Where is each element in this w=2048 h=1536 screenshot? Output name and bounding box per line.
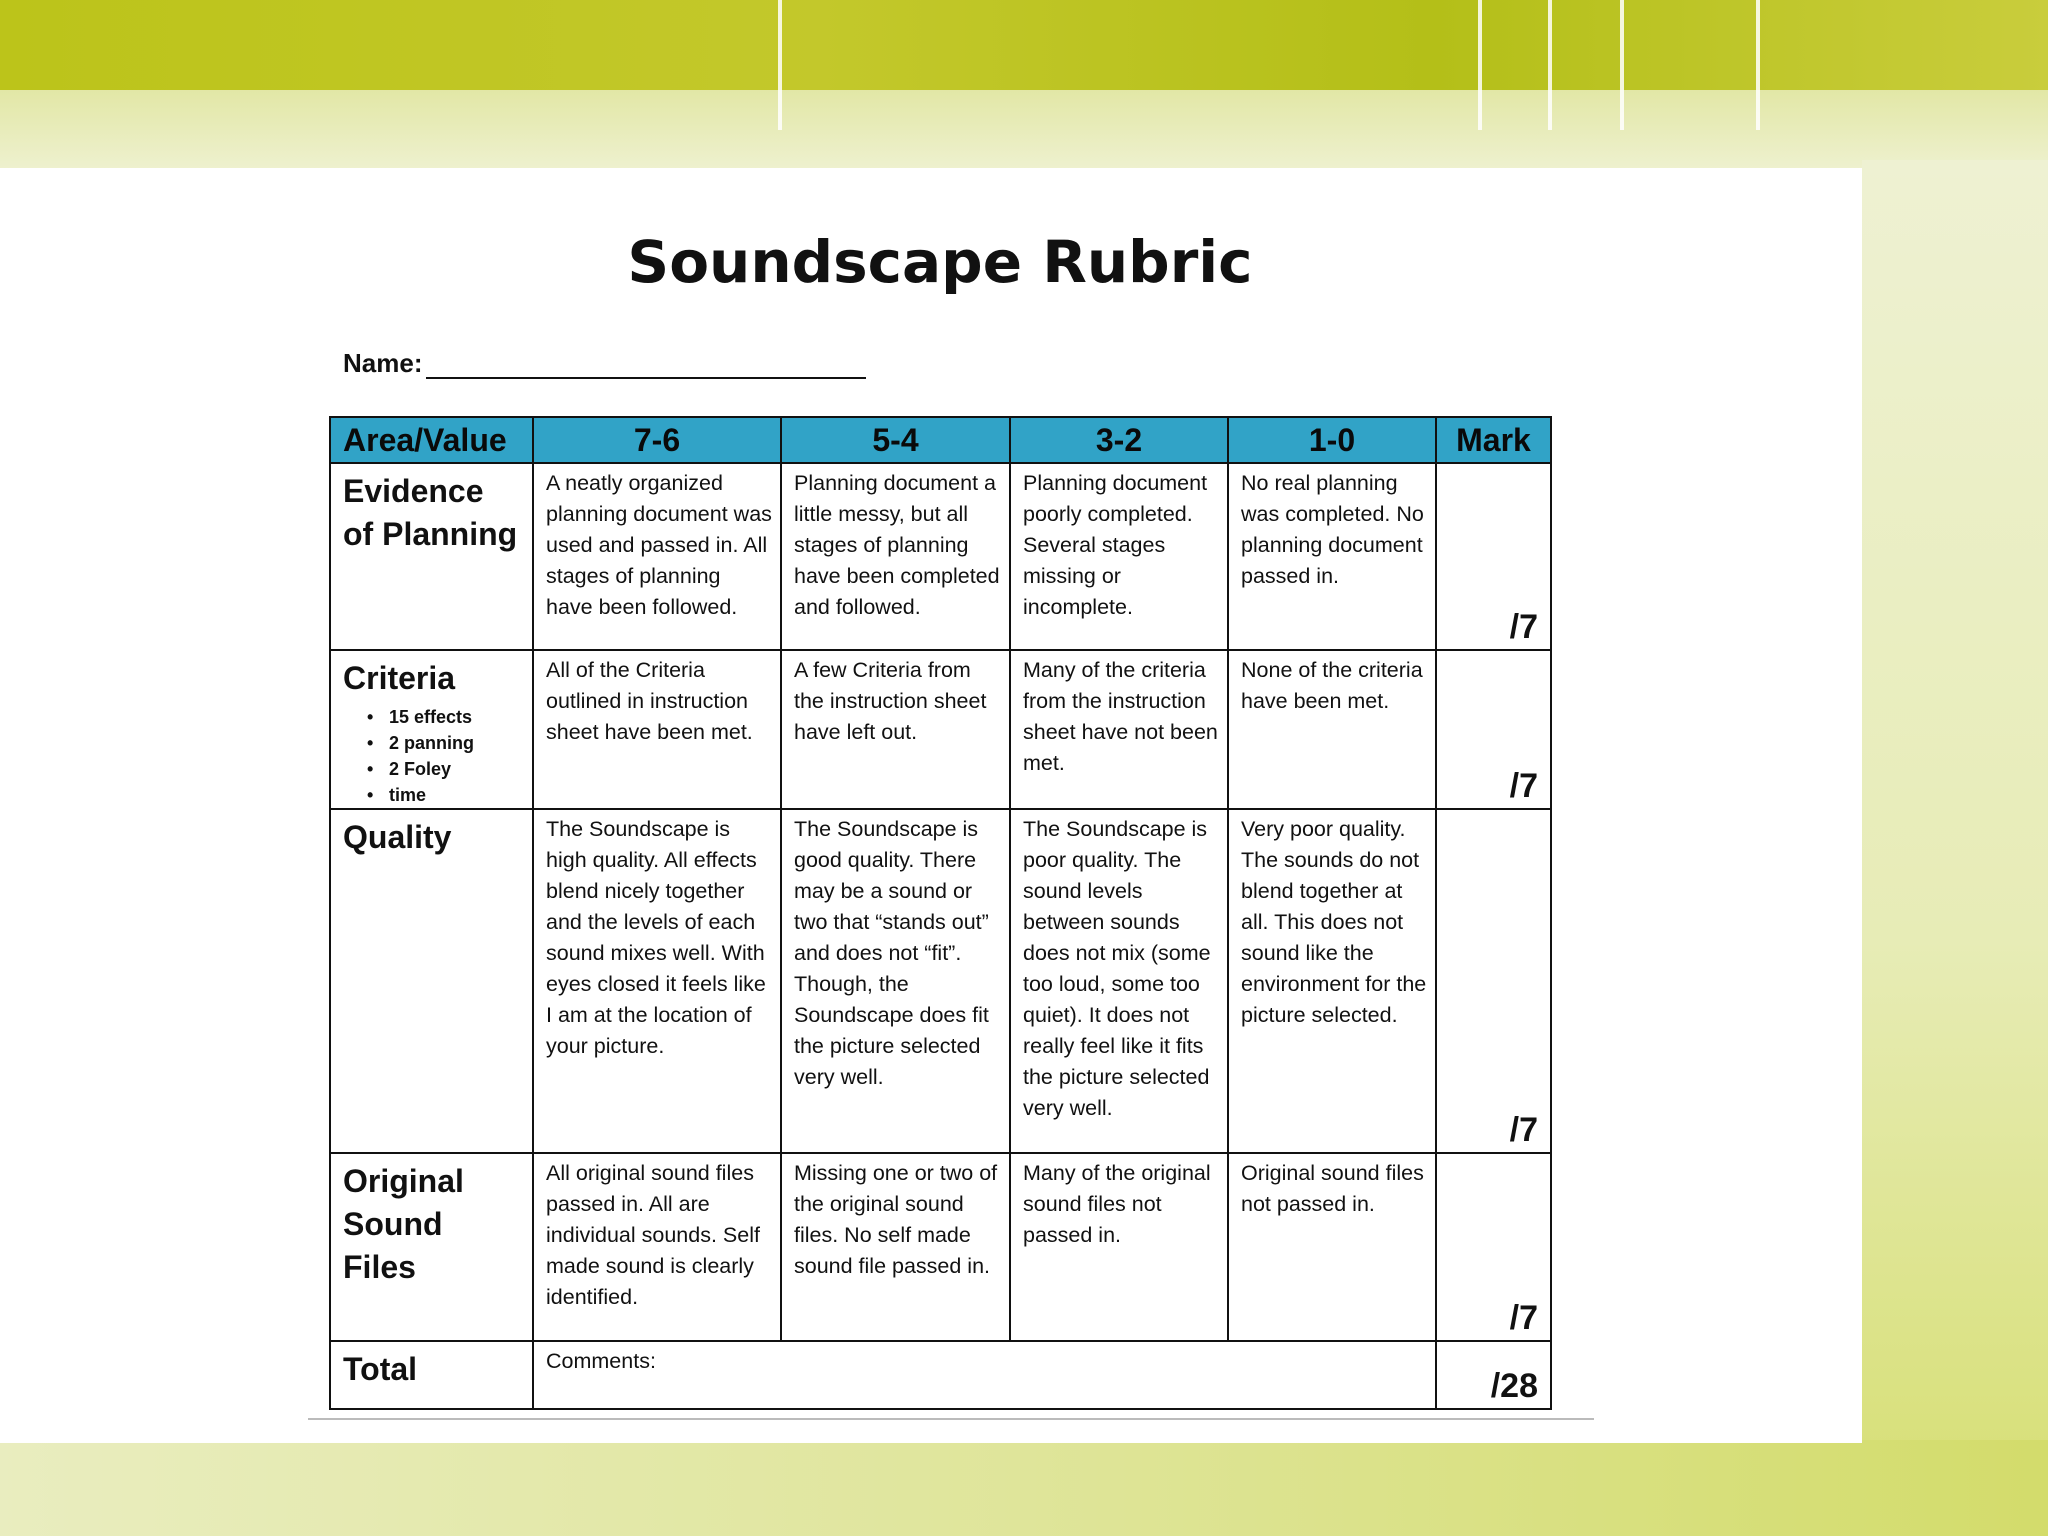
total-mark-value: /28 <box>1490 1367 1538 1405</box>
criteria-bullet: • 2 Foley <box>389 756 522 782</box>
table-row <box>330 809 1551 1153</box>
background-decor-line <box>778 0 782 130</box>
background-top-fade <box>0 90 2048 170</box>
rubric-cell: Very poor quality. The sounds do not blend together at all. This does not sound like the environment for the picture selected. <box>1228 809 1436 1153</box>
rubric-table <box>329 416 1552 1410</box>
rubric-cell: A few Criteria from the instruction sheet have left out. <box>781 650 1010 809</box>
page-bottom-rule <box>308 1418 1594 1420</box>
rubric-cell: Many of the criteria from the instruction sheet have not been met. <box>1010 650 1228 809</box>
rubric-header-row <box>330 417 1551 463</box>
background-bottom-band <box>0 1440 2048 1536</box>
mark-cell <box>1436 650 1551 809</box>
header-score-3-2: 3-2 <box>1010 417 1228 463</box>
rubric-cell: Many of the original sound files not passed in. <box>1010 1153 1228 1341</box>
rubric-cell: All of the Criteria outlined in instruction sheet have been met. <box>533 650 781 809</box>
mark-cell <box>1436 463 1551 650</box>
mark-value: /7 <box>1509 1299 1538 1337</box>
rubric-cell: Planning document a little messy, but all stages of planning have been completed and followed. <box>781 463 1010 650</box>
criteria-bullet: • 2 panning <box>389 730 522 756</box>
rubric-cell: The Soundscape is good quality. There may be a sound or two that “stands out” and does not “fit”. Though, the Soundscape does fit the picture selected very well. <box>781 809 1010 1153</box>
rubric-cell: Planning document poorly completed. Several stages missing or incomplete. <box>1010 463 1228 650</box>
name-blank-line <box>426 351 866 379</box>
background-top-band <box>0 0 2048 90</box>
row-area-label: Quality <box>330 809 533 1153</box>
rubric-cell: All original sound files passed in. All are individual sounds. Self made sound is clearly identified. <box>533 1153 781 1341</box>
rubric-cell: A neatly organized planning document was used and passed in. All stages of planning have been followed. <box>533 463 781 650</box>
total-row <box>330 1341 1551 1409</box>
criteria-bullet: • 15 effects <box>389 704 522 730</box>
comments-cell: Comments: <box>533 1341 1436 1409</box>
criteria-bullet-list <box>343 704 522 808</box>
row-area-label: Original Sound Files <box>330 1153 533 1341</box>
header-score-7-6: 7-6 <box>533 417 781 463</box>
rubric-cell: None of the criteria have been met. <box>1228 650 1436 809</box>
name-field-row <box>343 348 866 379</box>
criteria-bullet: • time <box>389 782 522 808</box>
background-decor-line <box>1478 0 1482 130</box>
header-score-5-4: 5-4 <box>781 417 1010 463</box>
header-mark: Mark <box>1436 417 1551 463</box>
header-area-value: Area/Value <box>330 417 533 463</box>
rubric-cell: The Soundscape is poor quality. The sound levels between sounds does not mix (some too loud, some too quiet). It does not really feel like it fits the picture selected very well. <box>1010 809 1228 1153</box>
row-area-cell <box>330 650 533 809</box>
mark-cell <box>1436 809 1551 1153</box>
table-row <box>330 463 1551 650</box>
mark-value: /7 <box>1509 1111 1538 1149</box>
background-right-panel <box>1862 160 2048 1460</box>
table-row <box>330 650 1551 809</box>
header-score-1-0: 1-0 <box>1228 417 1436 463</box>
total-mark-cell <box>1436 1341 1551 1409</box>
rubric-cell: The Soundscape is high quality. All effects blend nicely together and the levels of each sound mixes well. With eyes closed it feels like I am at the location of your picture. <box>533 809 781 1153</box>
rubric-cell: No real planning was completed. No planning document passed in. <box>1228 463 1436 650</box>
name-label: Name: <box>343 348 423 378</box>
mark-value: /7 <box>1509 608 1538 646</box>
row-area-label: Evidence of Planning <box>330 463 533 650</box>
row-area-label: Criteria <box>343 660 456 696</box>
table-row <box>330 1153 1551 1341</box>
background-decor-line <box>1756 0 1760 130</box>
mark-value: /7 <box>1509 767 1538 805</box>
rubric-cell: Missing one or two of the original sound files. No self made sound file passed in. <box>781 1153 1010 1341</box>
total-label: Total <box>330 1341 533 1409</box>
background-decor-line <box>1548 0 1552 130</box>
mark-cell <box>1436 1153 1551 1341</box>
background-decor-line <box>1620 0 1624 130</box>
rubric-cell: Original sound files not passed in. <box>1228 1153 1436 1341</box>
page-title: Soundscape Rubric <box>627 228 1253 296</box>
